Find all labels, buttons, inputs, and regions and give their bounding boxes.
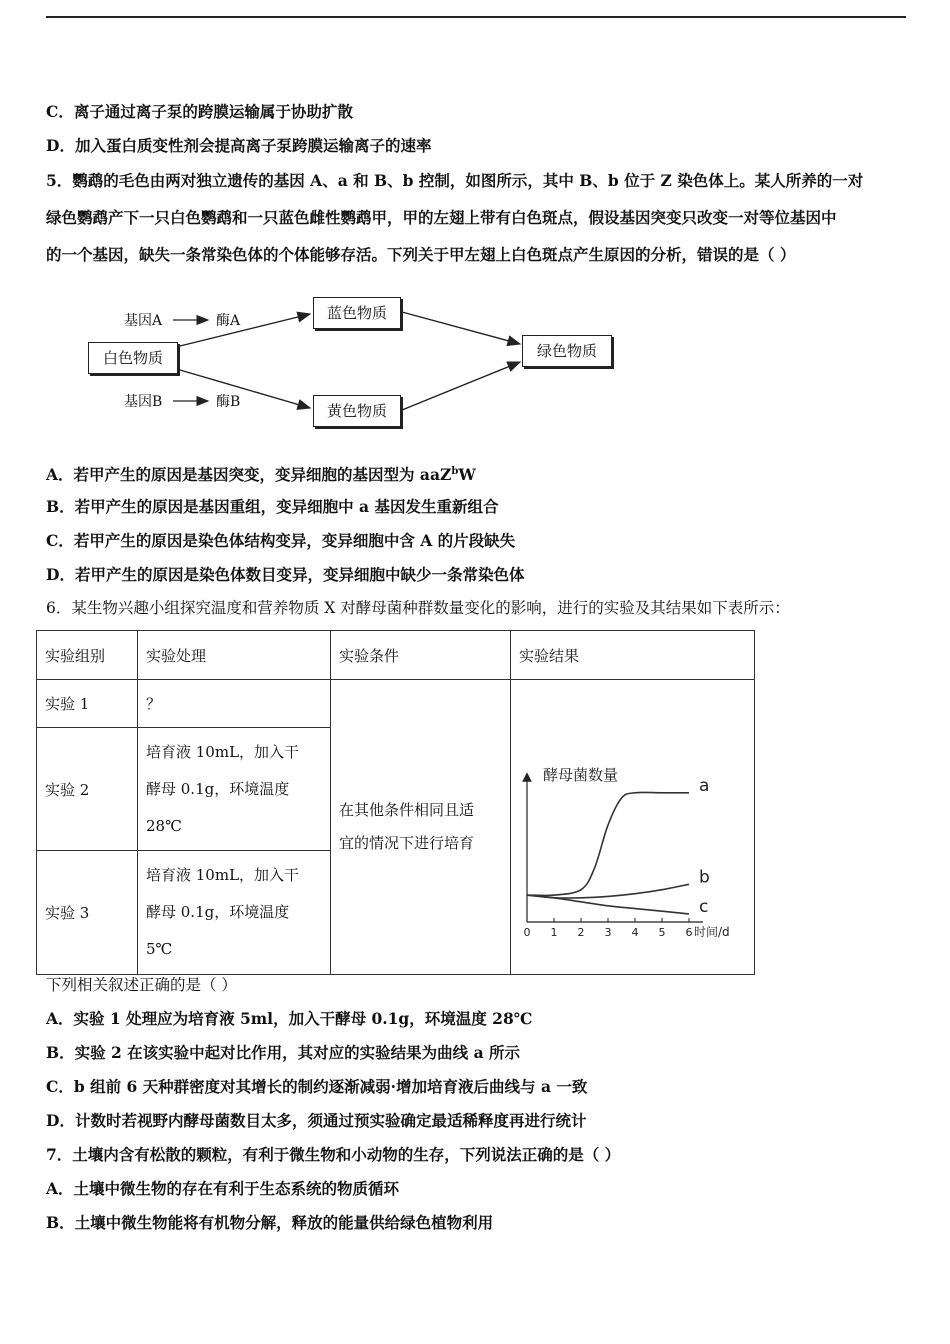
y-axis-label: 酵母菌数量 bbox=[543, 766, 619, 784]
q6-lead: 下列相关叙述正确的是（ ） bbox=[46, 976, 237, 994]
q5-stem-line-2: 绿色鹦鹉产下一只白色鹦鹉和一只蓝色雌性鹦鹉甲，甲的左翅上带有白色斑点，假设基因突变只改变一对等位基因中 bbox=[46, 208, 837, 227]
result-chart-cell bbox=[511, 680, 755, 975]
q5-stem-line-1: 5．鹦鹉的毛色由两对独立遗传的基因 A、a 和 B、b 控制，如图所示，其中 B、b 位于 Z 染色体上。某人所养的一对 bbox=[46, 171, 864, 190]
experiment-table bbox=[36, 630, 755, 975]
x-tick-label-5: 5 bbox=[658, 926, 666, 939]
row1-treatment: ？ bbox=[138, 680, 331, 728]
row3-treatment-line-3: 5℃ bbox=[146, 940, 173, 959]
q5-option-a-sup: b bbox=[451, 466, 459, 477]
q5-option-a-tail: W bbox=[458, 465, 476, 484]
condition-cell bbox=[331, 680, 511, 975]
x-tick-label-0: 0 bbox=[523, 926, 531, 939]
q7-option-b: B．土壤中微生物能将有机物分解，释放的能量供给绿色植物利用 bbox=[46, 1213, 494, 1232]
row2-treatment bbox=[138, 727, 331, 851]
curve-label-a: a bbox=[699, 775, 710, 796]
pigment-pathway-diagram bbox=[80, 280, 640, 445]
row3-treatment bbox=[138, 851, 331, 975]
q5-option-d: D．若甲产生的原因是染色体数目变异，变异细胞中缺少一条常染色体 bbox=[46, 565, 525, 584]
table-row bbox=[37, 680, 755, 728]
q6-option-d: D．计数时若视野内酵母菌数目太多，须通过预实验确定最适稀释度再进行统计 bbox=[46, 1111, 587, 1130]
x-tick-label-6: 6 bbox=[685, 926, 693, 939]
q5-stem-line-3: 的一个基因，缺失一条常染色体的个体能够存活。下列关于甲左翅上白色斑点产生原因的分析，错误的是（ ） bbox=[46, 245, 796, 264]
curve-c bbox=[527, 895, 689, 914]
condition-line-1: 在其他条件相同且适 bbox=[339, 801, 475, 819]
row2-treatment-line-3: 28℃ bbox=[146, 816, 182, 835]
arrow-white-to-yellow bbox=[180, 370, 310, 408]
label-enzyme-b: 酶B bbox=[216, 394, 241, 410]
q5-option-c: C．若甲产生的原因是染色体结构变异，变异细胞中含 A 的片段缺失 bbox=[46, 531, 516, 550]
row3-treatment-line-1: 培育液 10mL，加入干 bbox=[146, 866, 300, 885]
label-enzyme-a: 酶A bbox=[216, 313, 241, 329]
row2-group: 实验 2 bbox=[37, 727, 138, 851]
curve-label-b: b bbox=[699, 867, 710, 888]
condition-line-2: 宜的情况下进行培育 bbox=[339, 834, 475, 852]
arrow-white-to-blue bbox=[180, 314, 310, 346]
arrow-blue-to-green bbox=[402, 312, 520, 344]
q7-option-a: A．土壤中微生物的存在有利于生态系统的物质循环 bbox=[46, 1179, 400, 1198]
curve-a bbox=[527, 792, 689, 895]
q6-option-a: A．实验 1 处理应为培育液 5ml，加入干酵母 0.1g，环境温度 28℃ bbox=[46, 1009, 533, 1028]
curve-label-c: c bbox=[699, 896, 709, 917]
q4-option-d: D．加入蛋白质变性剂会提高离子泵跨膜运输离子的速率 bbox=[46, 136, 432, 155]
x-axis-label: 时间/d bbox=[694, 925, 730, 939]
x-tick-label-2: 2 bbox=[577, 926, 585, 939]
header-group: 实验组别 bbox=[37, 631, 138, 680]
row2-treatment-line-1: 培育液 10mL，加入干 bbox=[146, 742, 300, 761]
header-result: 实验结果 bbox=[511, 631, 755, 680]
box-blue-substance: 蓝色物质 bbox=[313, 297, 401, 329]
arrow-yellow-to-green bbox=[402, 362, 520, 410]
table-header-row bbox=[37, 631, 755, 680]
q7-stem: 7．土壤内含有松散的颗粒，有利于微生物和小动物的生存，下列说法正确的是（ ） bbox=[46, 1145, 621, 1164]
label-gene-b: 基因B bbox=[124, 394, 163, 410]
q6-option-b: B．实验 2 在该实验中起对比作用，其对应的实验结果为曲线 a 所示 bbox=[46, 1043, 521, 1062]
label-gene-a: 基因A bbox=[124, 313, 163, 329]
q4-option-c: C．离子通过离子泵的跨膜运输属于协助扩散 bbox=[46, 102, 353, 121]
q5-option-b: B．若甲产生的原因是基因重组，变异细胞中 a 基因发生重新组合 bbox=[46, 497, 499, 516]
x-tick-label-1: 1 bbox=[550, 926, 558, 939]
row2-treatment-line-2: 酵母 0.1g，环境温度 bbox=[146, 779, 290, 798]
row3-treatment-line-2: 酵母 0.1g，环境温度 bbox=[146, 903, 290, 922]
q5-option-a-text: A．若甲产生的原因是基因突变，变异细胞的基因型为 aaZ bbox=[46, 465, 452, 484]
header-treatment: 实验处理 bbox=[138, 631, 331, 680]
header-condition: 实验条件 bbox=[331, 631, 511, 680]
x-tick-label-3: 3 bbox=[604, 926, 612, 939]
row1-group: 实验 1 bbox=[37, 680, 138, 728]
q5-option-a bbox=[46, 462, 476, 485]
box-yellow-substance: 黄色物质 bbox=[313, 395, 401, 427]
box-white-substance: 白色物质 bbox=[88, 342, 178, 374]
yeast-growth-chart bbox=[511, 680, 754, 970]
box-green-substance: 绿色物质 bbox=[522, 335, 612, 367]
q6-stem: 6．某生物兴趣小组探究温度和营养物质 X 对酵母菌种群数量变化的影响，进行的实验及其结果如下表所示： bbox=[46, 599, 790, 617]
header-rule bbox=[46, 16, 906, 18]
q6-option-c: C．b 组前 6 天种群密度对其增长的制约逐渐减弱·增加培育液后曲线与 a 一致 bbox=[46, 1077, 588, 1096]
row3-group: 实验 3 bbox=[37, 851, 138, 975]
x-tick-label-4: 4 bbox=[631, 926, 639, 939]
